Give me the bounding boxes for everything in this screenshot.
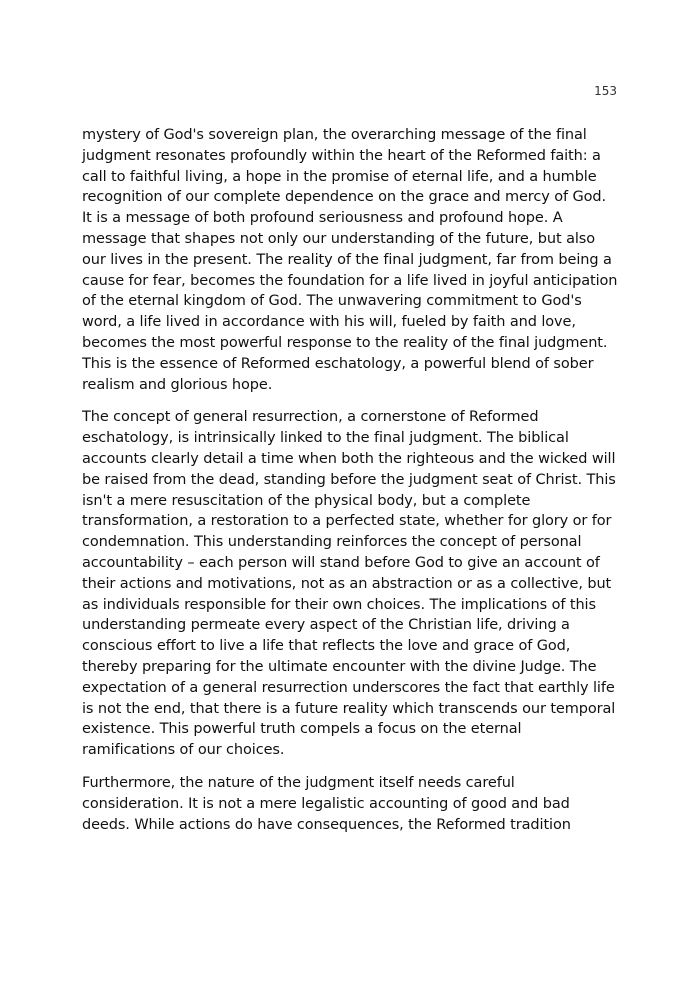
body-text bbox=[82, 125, 618, 847]
page-number: 153 bbox=[594, 84, 617, 98]
paragraph-2: The concept of general resurrection, a cornerstone of Reformed eschatology, is intrinsically linked to the final judgment. The biblical accounts clearly detail a time when both the righteous and the wicked will be raised from the dead, standing before the judgment seat of Christ. This isn't a mere resuscitation of the physical body, but a complete transformation, a restoration to a perfected state, whether for glory or for condemnation. This understanding reinforces the concept of personal accountability – each person will stand before God to give an account of their actions and motivations, not as an abstraction or as a collective, but as individuals responsible for their own choices. The implications of this understanding permeate every aspect of the Christian life, driving a conscious effort to live a life that reflects the love and grace of God, thereby preparing for the ultimate encounter with the divine Judge. The expectation of a general resurrection underscores the fact that earthly life is not the end, that there is a future reality which transcends our temporal existence. This powerful truth compels a focus on the eternal ramifications of our choices. bbox=[82, 409, 616, 759]
paragraph-3: Furthermore, the nature of the judgment itself needs careful consideration. It is not a mere legalistic accounting of good and bad deeds. While actions do have consequences, the Reformed tradition bbox=[82, 774, 571, 833]
paragraph-1: mystery of God's sovereign plan, the overarching message of the final judgment resonates profoundly within the heart of the Reformed faith: a call to faithful living, a hope in the promise of eternal life, and a humble recognition of our complete dependence on the grace and mercy of God. It is a message of both profound seriousness and profound hope. A message that shapes not only our understanding of the future, but also our lives in the present. The reality of the final judgment, far from being a cause for fear, becomes the foundation for a life lived in joyful anticipation of the eternal kingdom of God. The unwavering commitment to God's word, a life lived in accordance with his will, fueled by faith and love, becomes the most powerful response to the reality of the final judgment. This is the essence of Reformed eschatology, a powerful blend of sober realism and glorious hope. bbox=[82, 127, 618, 393]
